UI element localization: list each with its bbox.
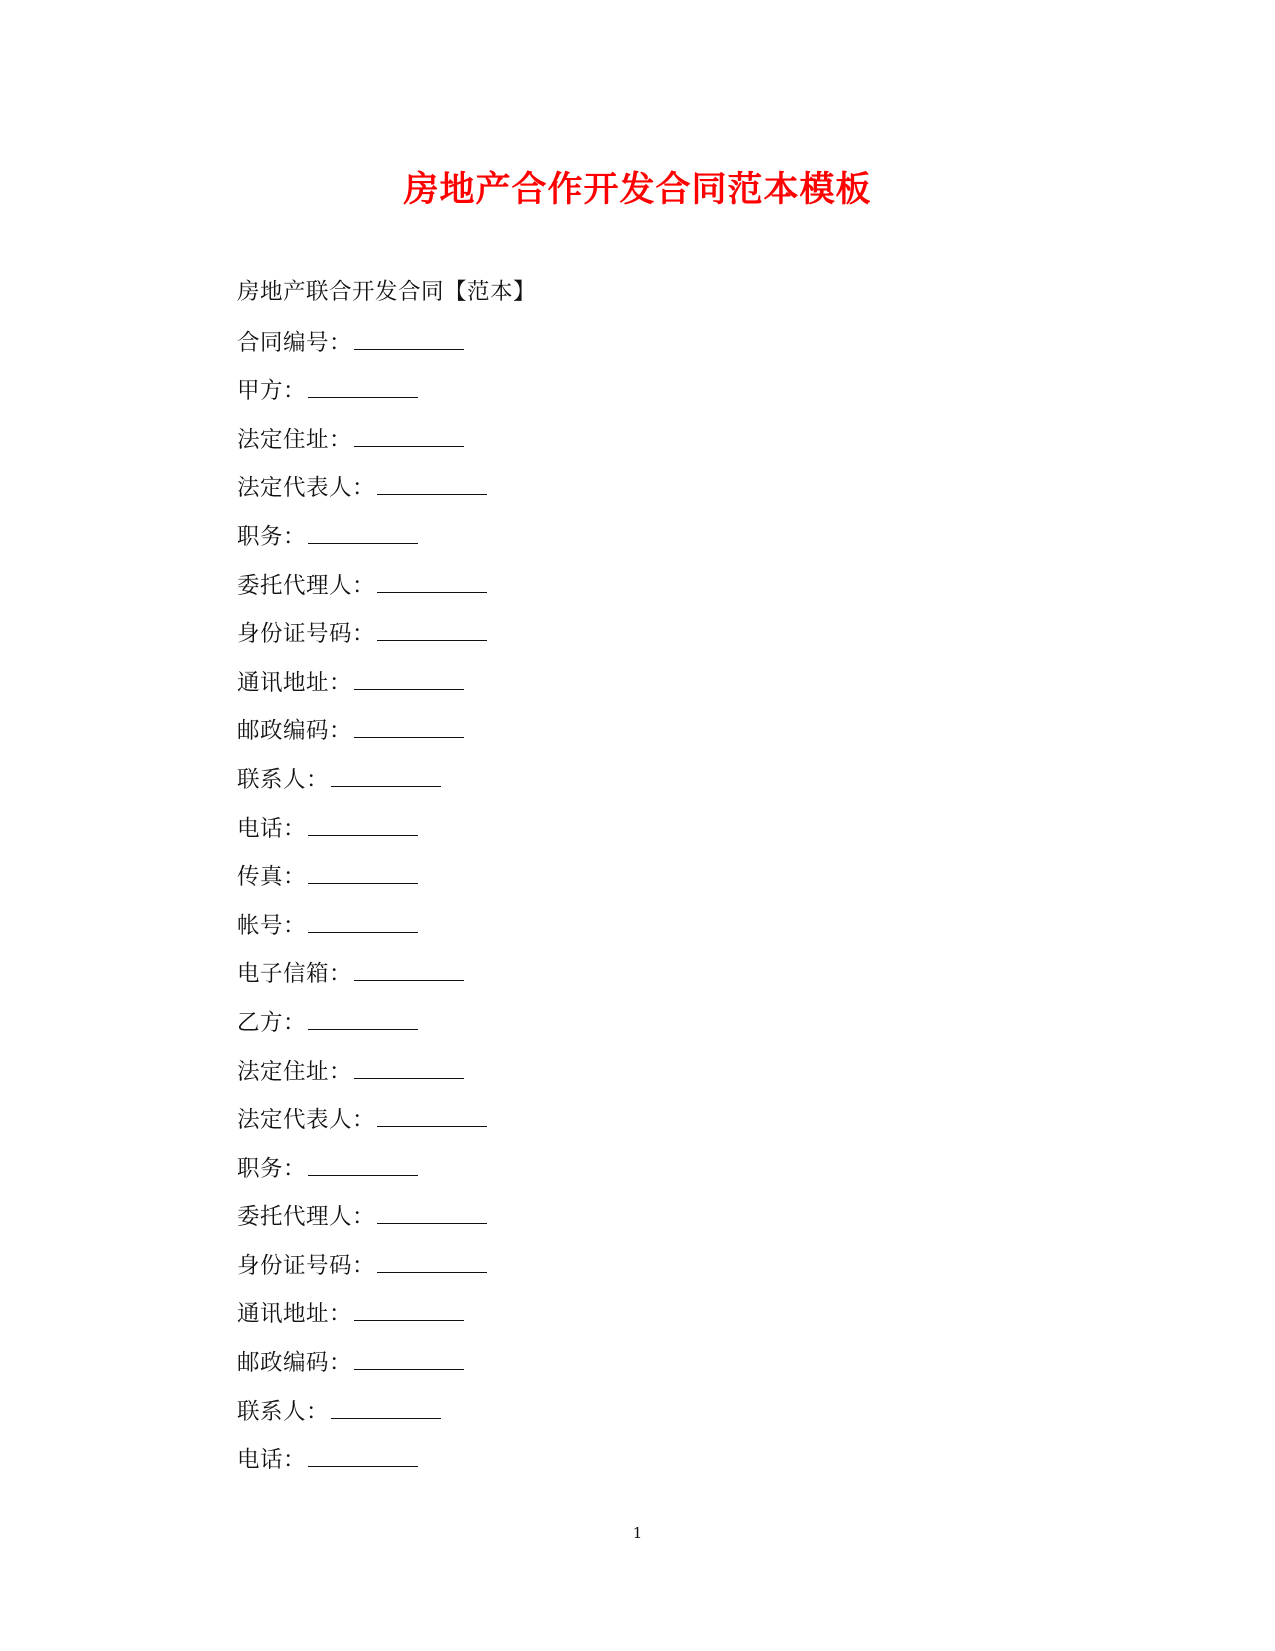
field-label: 法定住址： (237, 1058, 353, 1085)
fill-in-blank (354, 1349, 464, 1370)
field-label: 委托代理人： (237, 572, 376, 599)
fill-in-blank (354, 669, 464, 690)
field-label: 帐号： (237, 912, 307, 939)
field-label: 职务： (237, 1155, 307, 1182)
form-field-line (237, 1058, 1037, 1107)
fill-in-blank (308, 1446, 418, 1467)
field-label: 电子信箱： (237, 961, 353, 988)
field-label: 电话： (237, 815, 307, 842)
fill-in-blank (308, 1155, 418, 1176)
fill-in-blank (377, 572, 487, 593)
fill-in-blank (354, 717, 464, 738)
form-field-line (237, 1398, 1037, 1447)
form-field-line (237, 1009, 1037, 1058)
fill-in-blank (377, 474, 487, 495)
field-label: 委托代理人： (237, 1204, 376, 1231)
fill-in-blank (308, 863, 418, 884)
field-label: 邮政编码： (237, 1350, 353, 1377)
fill-in-blank (331, 766, 441, 787)
form-field-line (237, 377, 1037, 426)
field-label: 甲方： (237, 378, 307, 405)
form-field-line (237, 717, 1037, 766)
form-field-line (237, 1155, 1037, 1204)
fill-in-blank (354, 1058, 464, 1079)
form-field-line (237, 960, 1037, 1009)
form-field-line (237, 1203, 1037, 1252)
page-number: 1 (632, 1524, 643, 1542)
form-field-line (237, 669, 1037, 718)
form-field-line (237, 1300, 1037, 1349)
form-field-line (237, 863, 1037, 912)
fill-in-blank (308, 912, 418, 933)
fill-in-blank (331, 1398, 441, 1419)
form-field-line (237, 523, 1037, 572)
form-field-line (237, 1106, 1037, 1155)
form-field-line (237, 912, 1037, 961)
field-label: 合同编号： (237, 329, 353, 356)
field-label: 身份证号码： (237, 1252, 376, 1279)
field-label: 法定代表人： (237, 1107, 376, 1134)
fill-in-blank (308, 815, 418, 836)
form-field-line (237, 426, 1037, 475)
field-label: 通讯地址： (237, 669, 353, 696)
fill-in-blank (354, 960, 464, 981)
field-label: 邮政编码： (237, 718, 353, 745)
document-title: 房地产合作开发合同范本模板 (403, 169, 872, 210)
document-body (237, 280, 1037, 1495)
field-label: 电话： (237, 1447, 307, 1474)
field-label: 传真： (237, 864, 307, 891)
form-field-line (237, 474, 1037, 523)
form-field-line (237, 572, 1037, 621)
field-label: 法定代表人： (237, 475, 376, 502)
form-field-line (237, 1446, 1037, 1495)
field-label: 通讯地址： (237, 1301, 353, 1328)
fill-in-blank (377, 620, 487, 641)
field-label: 身份证号码： (237, 621, 376, 648)
form-field-line (237, 620, 1037, 669)
fill-in-blank (377, 1106, 487, 1127)
fill-in-blank (308, 523, 418, 544)
field-label: 乙方： (237, 1009, 307, 1036)
field-label: 联系人： (237, 1398, 330, 1425)
fill-in-blank (354, 329, 464, 350)
form-field-line (237, 766, 1037, 815)
field-label: 法定住址： (237, 426, 353, 453)
form-field-line (237, 329, 1037, 378)
fill-in-blank (354, 426, 464, 447)
field-list (237, 329, 1037, 1495)
form-field-line (237, 1349, 1037, 1398)
document-subtitle: 房地产联合开发合同【范本】 (237, 279, 537, 305)
field-label: 职务： (237, 523, 307, 550)
fill-in-blank (308, 1009, 418, 1030)
form-field-line (237, 815, 1037, 864)
fill-in-blank (354, 1300, 464, 1321)
field-label: 联系人： (237, 766, 330, 793)
fill-in-blank (308, 377, 418, 398)
fill-in-blank (377, 1252, 487, 1273)
fill-in-blank (377, 1203, 487, 1224)
form-field-line (237, 1252, 1037, 1301)
